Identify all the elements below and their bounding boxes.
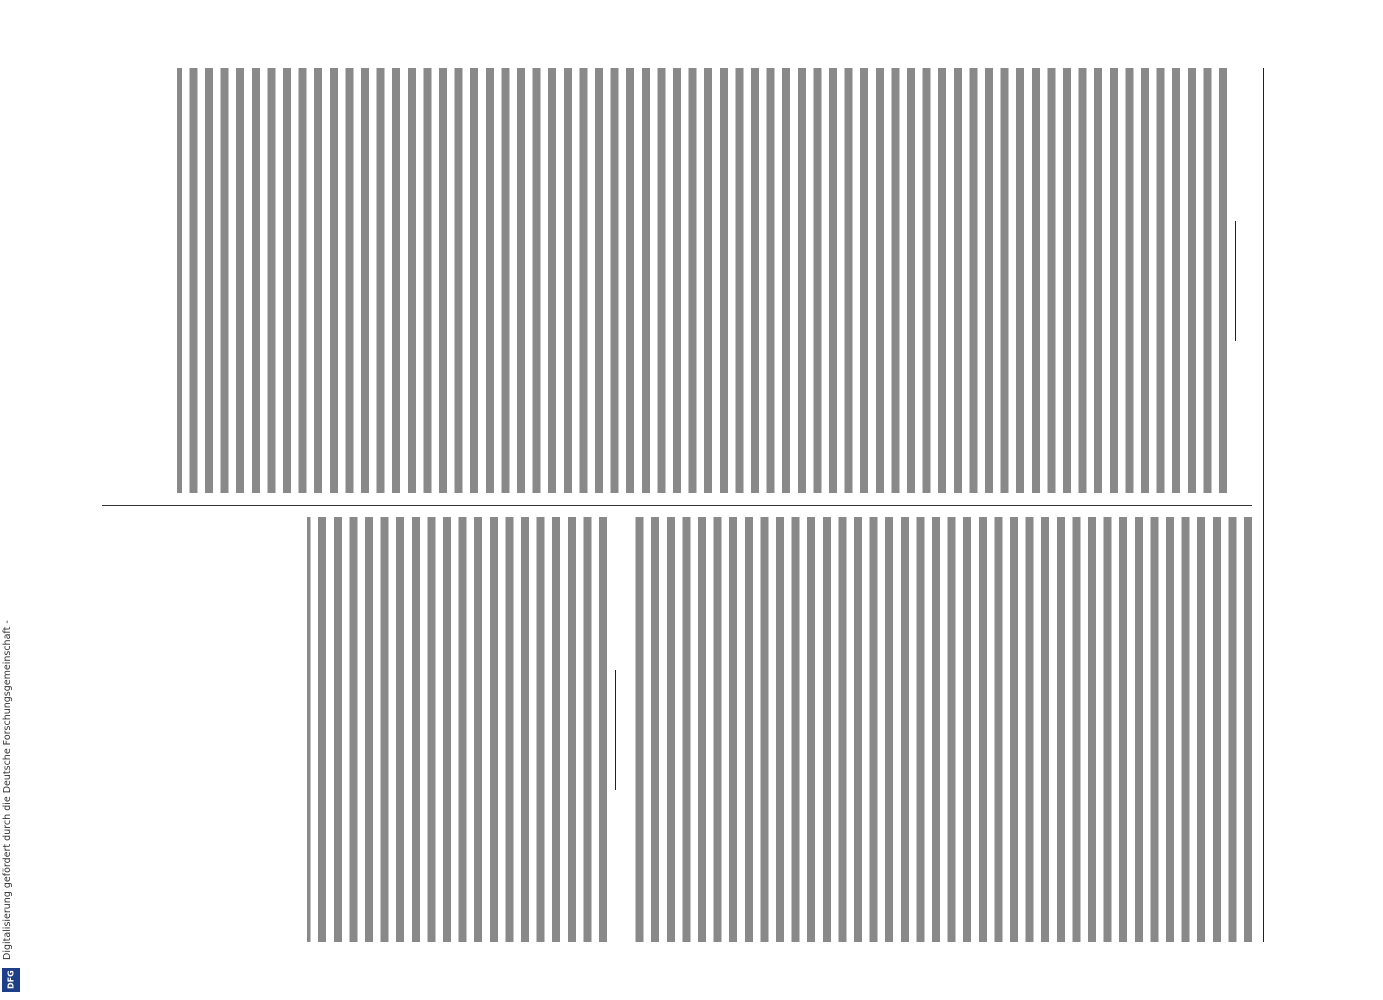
report-body (177, 68, 1227, 493)
report-body (307, 517, 607, 942)
column-divider (102, 505, 1252, 506)
title-rule (1235, 221, 1236, 341)
header-rule (1263, 68, 1264, 942)
title-rule (615, 670, 616, 790)
left-column (102, 68, 1252, 493)
continued-report-body (632, 517, 1252, 942)
scanned-page (82, 40, 1312, 970)
page-content (82, 40, 1312, 970)
running-header (1268, 68, 1294, 942)
right-column (102, 517, 1252, 942)
dfg-logo: DFG (2, 968, 20, 992)
digitization-note: Digitalisierung gefördert durch die Deutsche Forschungsgemeinschaft - (2, 620, 13, 960)
